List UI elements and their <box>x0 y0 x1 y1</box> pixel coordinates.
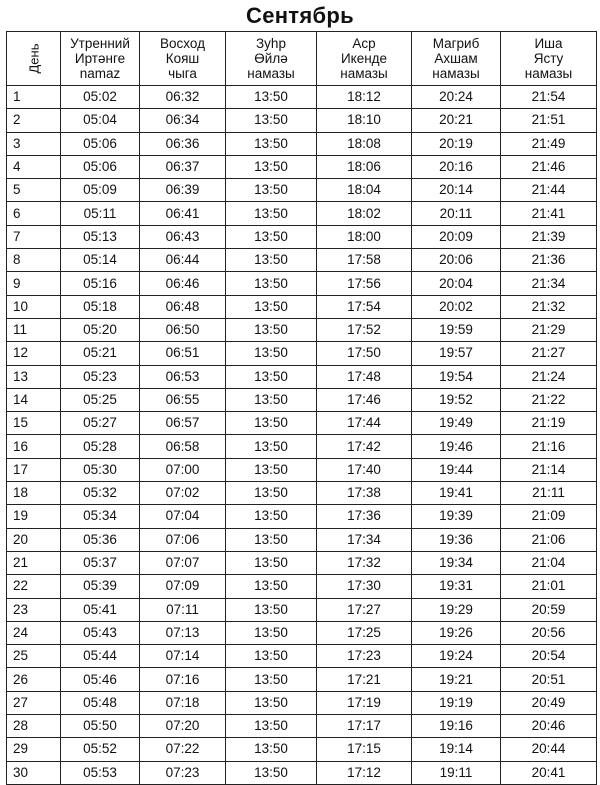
cell-sunrise: 07:13 <box>140 621 226 644</box>
cell-fajr: 05:18 <box>61 295 140 318</box>
cell-isha: 21:51 <box>501 109 597 132</box>
cell-sunrise: 06:37 <box>140 155 226 178</box>
cell-day: 16 <box>7 435 61 458</box>
cell-asr: 17:12 <box>317 761 412 784</box>
cell-asr: 17:34 <box>317 528 412 551</box>
cell-asr: 17:50 <box>317 342 412 365</box>
cell-dhuhr: 13:50 <box>226 295 317 318</box>
cell-fajr: 05:25 <box>61 388 140 411</box>
cell-dhuhr: 13:50 <box>226 365 317 388</box>
cell-fajr: 05:16 <box>61 272 140 295</box>
cell-fajr: 05:20 <box>61 318 140 341</box>
cell-fajr: 05:48 <box>61 691 140 714</box>
cell-maghrib: 19:11 <box>412 761 501 784</box>
page-title: Сентябрь <box>246 3 354 28</box>
cell-day: 9 <box>7 272 61 295</box>
cell-fajr: 05:04 <box>61 109 140 132</box>
table-row <box>7 412 597 435</box>
cell-dhuhr: 13:50 <box>226 761 317 784</box>
cell-sunrise: 07:23 <box>140 761 226 784</box>
cell-sunrise: 06:58 <box>140 435 226 458</box>
cell-dhuhr: 13:50 <box>226 645 317 668</box>
cell-fajr: 05:37 <box>61 551 140 574</box>
cell-asr: 17:40 <box>317 458 412 481</box>
cell-sunrise: 06:34 <box>140 109 226 132</box>
table-row <box>7 155 597 178</box>
cell-sunrise: 07:04 <box>140 505 226 528</box>
cell-asr: 17:54 <box>317 295 412 318</box>
cell-dhuhr: 13:50 <box>226 412 317 435</box>
cell-isha: 21:49 <box>501 132 597 155</box>
cell-sunrise: 07:09 <box>140 575 226 598</box>
cell-fajr: 05:06 <box>61 132 140 155</box>
cell-sunrise: 06:51 <box>140 342 226 365</box>
cell-maghrib: 19:49 <box>412 412 501 435</box>
cell-asr: 17:46 <box>317 388 412 411</box>
cell-isha: 20:56 <box>501 621 597 644</box>
table-row <box>7 435 597 458</box>
cell-maghrib: 19:44 <box>412 458 501 481</box>
cell-maghrib: 20:09 <box>412 225 501 248</box>
table-row <box>7 388 597 411</box>
cell-fajr: 05:41 <box>61 598 140 621</box>
cell-isha: 20:49 <box>501 691 597 714</box>
cell-asr: 17:27 <box>317 598 412 621</box>
cell-dhuhr: 13:50 <box>226 132 317 155</box>
header-sunrise: Восход Кояш чыга <box>140 32 226 86</box>
cell-fajr: 05:21 <box>61 342 140 365</box>
header-fajr: Утренний Иртәнге namaz <box>61 32 140 86</box>
cell-fajr: 05:28 <box>61 435 140 458</box>
cell-dhuhr: 13:50 <box>226 528 317 551</box>
cell-sunrise: 06:55 <box>140 388 226 411</box>
cell-maghrib: 20:04 <box>412 272 501 295</box>
cell-asr: 18:00 <box>317 225 412 248</box>
cell-asr: 17:42 <box>317 435 412 458</box>
cell-day: 19 <box>7 505 61 528</box>
cell-day: 22 <box>7 575 61 598</box>
cell-maghrib: 19:57 <box>412 342 501 365</box>
table-row <box>7 621 597 644</box>
cell-day: 2 <box>7 109 61 132</box>
cell-sunrise: 06:57 <box>140 412 226 435</box>
cell-dhuhr: 13:50 <box>226 458 317 481</box>
table-row <box>7 249 597 272</box>
table-row <box>7 225 597 248</box>
cell-dhuhr: 13:50 <box>226 505 317 528</box>
cell-isha: 20:54 <box>501 645 597 668</box>
cell-day: 17 <box>7 458 61 481</box>
cell-maghrib: 19:26 <box>412 621 501 644</box>
prayer-times-table <box>6 31 597 785</box>
table-row <box>7 295 597 318</box>
cell-day: 21 <box>7 551 61 574</box>
cell-asr: 18:10 <box>317 109 412 132</box>
cell-maghrib: 19:31 <box>412 575 501 598</box>
cell-dhuhr: 13:50 <box>226 342 317 365</box>
cell-sunrise: 06:36 <box>140 132 226 155</box>
cell-isha: 21:22 <box>501 388 597 411</box>
cell-isha: 20:41 <box>501 761 597 784</box>
cell-dhuhr: 13:50 <box>226 155 317 178</box>
table-row <box>7 179 597 202</box>
cell-asr: 18:02 <box>317 202 412 225</box>
cell-fajr: 05:11 <box>61 202 140 225</box>
cell-asr: 17:52 <box>317 318 412 341</box>
cell-isha: 21:27 <box>501 342 597 365</box>
cell-day: 20 <box>7 528 61 551</box>
cell-asr: 18:12 <box>317 86 412 109</box>
cell-fajr: 05:14 <box>61 249 140 272</box>
cell-day: 13 <box>7 365 61 388</box>
cell-asr: 17:23 <box>317 645 412 668</box>
cell-asr: 17:19 <box>317 691 412 714</box>
cell-maghrib: 19:16 <box>412 715 501 738</box>
cell-isha: 21:46 <box>501 155 597 178</box>
cell-dhuhr: 13:50 <box>226 715 317 738</box>
cell-dhuhr: 13:50 <box>226 435 317 458</box>
cell-dhuhr: 13:50 <box>226 691 317 714</box>
cell-asr: 17:30 <box>317 575 412 598</box>
cell-asr: 17:44 <box>317 412 412 435</box>
cell-asr: 17:58 <box>317 249 412 272</box>
cell-fajr: 05:06 <box>61 155 140 178</box>
cell-sunrise: 06:48 <box>140 295 226 318</box>
cell-sunrise: 06:53 <box>140 365 226 388</box>
cell-fajr: 05:34 <box>61 505 140 528</box>
cell-fajr: 05:53 <box>61 761 140 784</box>
cell-day: 18 <box>7 482 61 505</box>
cell-maghrib: 20:14 <box>412 179 501 202</box>
cell-asr: 17:21 <box>317 668 412 691</box>
cell-asr: 18:08 <box>317 132 412 155</box>
cell-isha: 21:41 <box>501 202 597 225</box>
cell-asr: 17:17 <box>317 715 412 738</box>
header-dhuhr: Зуһр Өйлә намазы <box>226 32 317 86</box>
cell-asr: 17:38 <box>317 482 412 505</box>
cell-sunrise: 06:39 <box>140 179 226 202</box>
cell-dhuhr: 13:50 <box>226 225 317 248</box>
cell-isha: 21:39 <box>501 225 597 248</box>
cell-day: 15 <box>7 412 61 435</box>
cell-asr: 17:56 <box>317 272 412 295</box>
cell-sunrise: 06:46 <box>140 272 226 295</box>
cell-dhuhr: 13:50 <box>226 86 317 109</box>
cell-asr: 18:06 <box>317 155 412 178</box>
cell-sunrise: 07:14 <box>140 645 226 668</box>
cell-maghrib: 19:14 <box>412 738 501 761</box>
table-row <box>7 505 597 528</box>
cell-maghrib: 19:34 <box>412 551 501 574</box>
table-row <box>7 342 597 365</box>
cell-day: 24 <box>7 621 61 644</box>
cell-maghrib: 19:36 <box>412 528 501 551</box>
cell-fajr: 05:44 <box>61 645 140 668</box>
cell-isha: 20:51 <box>501 668 597 691</box>
table-row <box>7 318 597 341</box>
cell-sunrise: 07:22 <box>140 738 226 761</box>
cell-day: 12 <box>7 342 61 365</box>
cell-fajr: 05:50 <box>61 715 140 738</box>
cell-isha: 21:01 <box>501 575 597 598</box>
table-row <box>7 132 597 155</box>
table-row <box>7 738 597 761</box>
cell-isha: 21:54 <box>501 86 597 109</box>
cell-day: 8 <box>7 249 61 272</box>
cell-dhuhr: 13:50 <box>226 202 317 225</box>
cell-maghrib: 19:54 <box>412 365 501 388</box>
cell-fajr: 05:39 <box>61 575 140 598</box>
cell-maghrib: 20:16 <box>412 155 501 178</box>
cell-dhuhr: 13:50 <box>226 482 317 505</box>
cell-isha: 21:09 <box>501 505 597 528</box>
cell-dhuhr: 13:50 <box>226 272 317 295</box>
cell-isha: 21:11 <box>501 482 597 505</box>
table-body <box>7 86 597 785</box>
cell-isha: 21:19 <box>501 412 597 435</box>
cell-day: 4 <box>7 155 61 178</box>
cell-day: 26 <box>7 668 61 691</box>
cell-day: 3 <box>7 132 61 155</box>
cell-dhuhr: 13:50 <box>226 621 317 644</box>
cell-sunrise: 07:00 <box>140 458 226 481</box>
cell-maghrib: 19:21 <box>412 668 501 691</box>
table-row <box>7 365 597 388</box>
cell-sunrise: 06:44 <box>140 249 226 272</box>
cell-asr: 17:32 <box>317 551 412 574</box>
cell-isha: 21:16 <box>501 435 597 458</box>
cell-dhuhr: 13:50 <box>226 249 317 272</box>
cell-day: 30 <box>7 761 61 784</box>
cell-isha: 20:59 <box>501 598 597 621</box>
cell-day: 23 <box>7 598 61 621</box>
cell-asr: 17:36 <box>317 505 412 528</box>
header-asr: Аср Икенде намазы <box>317 32 412 86</box>
header-day: День <box>7 32 61 86</box>
cell-isha: 21:24 <box>501 365 597 388</box>
cell-sunrise: 07:16 <box>140 668 226 691</box>
cell-dhuhr: 13:50 <box>226 551 317 574</box>
cell-fajr: 05:46 <box>61 668 140 691</box>
cell-dhuhr: 13:50 <box>226 738 317 761</box>
cell-fajr: 05:32 <box>61 482 140 505</box>
table-row <box>7 691 597 714</box>
cell-fajr: 05:27 <box>61 412 140 435</box>
cell-day: 29 <box>7 738 61 761</box>
cell-maghrib: 19:46 <box>412 435 501 458</box>
cell-sunrise: 07:20 <box>140 715 226 738</box>
cell-day: 7 <box>7 225 61 248</box>
cell-fajr: 05:52 <box>61 738 140 761</box>
cell-fajr: 05:30 <box>61 458 140 481</box>
cell-isha: 21:36 <box>501 249 597 272</box>
cell-asr: 17:15 <box>317 738 412 761</box>
table-row <box>7 458 597 481</box>
cell-day: 28 <box>7 715 61 738</box>
cell-day: 6 <box>7 202 61 225</box>
cell-sunrise: 06:50 <box>140 318 226 341</box>
cell-isha: 21:04 <box>501 551 597 574</box>
cell-isha: 21:34 <box>501 272 597 295</box>
cell-isha: 20:44 <box>501 738 597 761</box>
cell-dhuhr: 13:50 <box>226 388 317 411</box>
cell-dhuhr: 13:50 <box>226 598 317 621</box>
cell-maghrib: 19:29 <box>412 598 501 621</box>
table-row <box>7 272 597 295</box>
cell-dhuhr: 13:50 <box>226 575 317 598</box>
table-row <box>7 668 597 691</box>
cell-sunrise: 07:18 <box>140 691 226 714</box>
cell-maghrib: 20:19 <box>412 132 501 155</box>
cell-isha: 21:29 <box>501 318 597 341</box>
cell-day: 11 <box>7 318 61 341</box>
cell-dhuhr: 13:50 <box>226 668 317 691</box>
cell-fajr: 05:13 <box>61 225 140 248</box>
header-isha: Иша Ясту намазы <box>501 32 597 86</box>
cell-sunrise: 06:41 <box>140 202 226 225</box>
cell-sunrise: 07:07 <box>140 551 226 574</box>
cell-asr: 18:04 <box>317 179 412 202</box>
table-row <box>7 482 597 505</box>
cell-sunrise: 06:32 <box>140 86 226 109</box>
cell-maghrib: 20:11 <box>412 202 501 225</box>
cell-day: 10 <box>7 295 61 318</box>
cell-fajr: 05:09 <box>61 179 140 202</box>
cell-sunrise: 07:02 <box>140 482 226 505</box>
cell-day: 27 <box>7 691 61 714</box>
table-row <box>7 202 597 225</box>
cell-fajr: 05:36 <box>61 528 140 551</box>
cell-dhuhr: 13:50 <box>226 109 317 132</box>
header-row <box>7 32 597 86</box>
cell-sunrise: 07:06 <box>140 528 226 551</box>
cell-maghrib: 19:41 <box>412 482 501 505</box>
cell-maghrib: 19:59 <box>412 318 501 341</box>
table-row <box>7 575 597 598</box>
header-maghrib: Магриб Ахшам намазы <box>412 32 501 86</box>
cell-day: 14 <box>7 388 61 411</box>
table-row <box>7 715 597 738</box>
cell-maghrib: 20:02 <box>412 295 501 318</box>
cell-fajr: 05:23 <box>61 365 140 388</box>
cell-day: 25 <box>7 645 61 668</box>
table-row <box>7 528 597 551</box>
cell-maghrib: 20:21 <box>412 109 501 132</box>
cell-maghrib: 19:39 <box>412 505 501 528</box>
table-row <box>7 598 597 621</box>
cell-day: 5 <box>7 179 61 202</box>
cell-sunrise: 06:43 <box>140 225 226 248</box>
table-row <box>7 761 597 784</box>
cell-fajr: 05:02 <box>61 86 140 109</box>
cell-asr: 17:48 <box>317 365 412 388</box>
cell-maghrib: 19:52 <box>412 388 501 411</box>
cell-maghrib: 20:24 <box>412 86 501 109</box>
cell-isha: 21:44 <box>501 179 597 202</box>
cell-dhuhr: 13:50 <box>226 179 317 202</box>
cell-fajr: 05:43 <box>61 621 140 644</box>
cell-maghrib: 20:06 <box>412 249 501 272</box>
cell-isha: 21:14 <box>501 458 597 481</box>
cell-day: 1 <box>7 86 61 109</box>
table-row <box>7 551 597 574</box>
cell-sunrise: 07:11 <box>140 598 226 621</box>
cell-asr: 17:25 <box>317 621 412 644</box>
cell-maghrib: 19:24 <box>412 645 501 668</box>
cell-maghrib: 19:19 <box>412 691 501 714</box>
table-row <box>7 645 597 668</box>
table-row <box>7 86 597 109</box>
cell-isha: 21:32 <box>501 295 597 318</box>
table-row <box>7 109 597 132</box>
cell-isha: 21:06 <box>501 528 597 551</box>
cell-isha: 20:46 <box>501 715 597 738</box>
cell-dhuhr: 13:50 <box>226 318 317 341</box>
